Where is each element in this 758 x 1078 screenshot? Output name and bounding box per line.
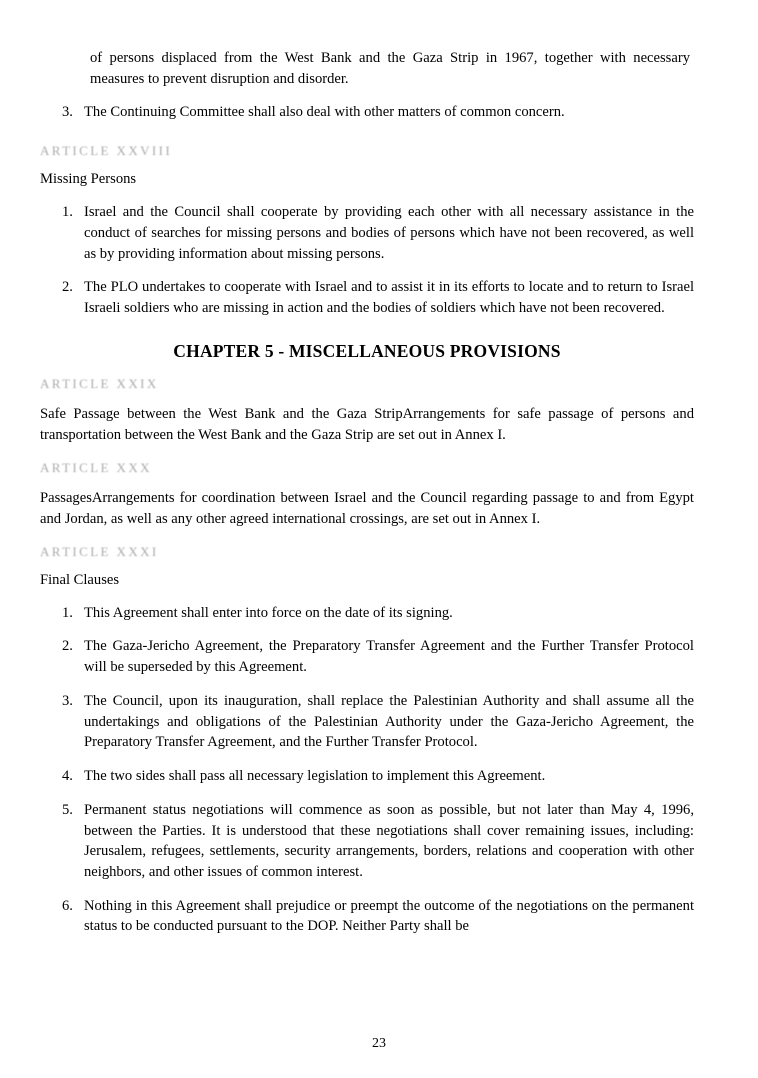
article-heading-xxxi: ARTICLE XXXI (40, 543, 159, 559)
top-section (40, 48, 694, 89)
list-item-text: The PLO undertakes to cooperate with Israel and to assist it in its efforts to locate and to return to Israel Israeli soldiers who are missing in action and the bodies of soldiers which have not been recovered. (84, 279, 694, 317)
list-item-number: 1. (62, 604, 73, 621)
section-label-final-clauses: Final Clauses (40, 571, 120, 588)
list-item-number: 1. (62, 204, 73, 221)
article-xxx-text: PassagesArrangements for coordination between Israel and the Council regarding passage to and from Egypt and Jordan, as well as any other agreed international crossings, are set out in Annex I. (40, 489, 694, 527)
article-heading-xxx: ARTICLE XXX (40, 459, 152, 475)
page-number: 23 (372, 1036, 386, 1051)
list-item (40, 896, 694, 937)
list-item-text: The Gaza-Jericho Agreement, the Preparatory Transfer Agreement and the Further Transfer Protocol will be superseded by this Agreement. (84, 638, 694, 676)
list-item-number: 5. (62, 801, 73, 818)
list-item-number: 3. (62, 692, 73, 709)
article-heading-xxix: ARTICLE XXIX (40, 375, 159, 391)
list-item-text: Nothing in this Agreement shall prejudice or preempt the outcome of the negotiations on the permanent status to be conducted pursuant to the DOP. Neither Party shall be (84, 897, 694, 935)
list-item (40, 102, 694, 123)
article-xxix-text: Safe Passage between the West Bank and the Gaza StripArrangements for safe passage of persons and transportation between the West Bank and the Gaza Strip are set out in Annex I. (40, 405, 694, 443)
list-item (40, 636, 694, 677)
continuation-paragraph: of persons displaced from the West Bank and the Gaza Strip in 1967, together with necessary measures to prevent disruption and disorder. (90, 50, 690, 87)
list-item-number: 3. (62, 104, 73, 121)
list-item-number: 4. (62, 768, 73, 785)
list-item (40, 766, 694, 787)
list-item-text: Permanent status negotiations will commence as soon as possible, but not later than May 4, 1996, between the Parties. It is understood that these negotiations shall cover remaining issues, including: Jerusalem, refugees, settlements, security arrangements, borders, relations and cooperation with other neighbors, and other issues of common interest. (84, 801, 694, 880)
list-item-number: 6. (62, 897, 73, 914)
list-item-text: The Council, upon its inauguration, shall replace the Palestinian Authority and shall assume all the undertakings and obligations of the Palestinian Authority under the Gaza-Jericho Agreement, the Preparatory Transfer Agreement, and the Further Transfer Protocol. (84, 692, 694, 751)
list-item (40, 691, 694, 753)
list-item (40, 277, 694, 318)
section-label-missing-persons: Missing Persons (40, 171, 137, 188)
list-item (40, 800, 694, 883)
list-item-text: The two sides shall pass all necessary legislation to implement this Agreement. (84, 768, 546, 785)
chapter-title: CHAPTER 5 - MISCELLANEOUS PROVISIONS (173, 340, 561, 361)
list-item (40, 603, 694, 624)
article-heading-xxviii: ARTICLE XXVIII (40, 143, 173, 159)
list-item-text: This Agreement shall enter into force on the date of its signing. (84, 604, 453, 621)
list-item-number: 2. (62, 638, 73, 655)
list-item-text: The Continuing Committee shall also deal with other matters of common concern. (84, 104, 565, 121)
list-item (40, 202, 694, 264)
list-item-number: 2. (62, 279, 73, 296)
list-item-text: Israel and the Council shall cooperate by providing each other with all necessary assistance in the conduct of searches for missing persons and bodies of persons which have not been recovered, as well as by providing information about missing persons. (84, 204, 694, 262)
